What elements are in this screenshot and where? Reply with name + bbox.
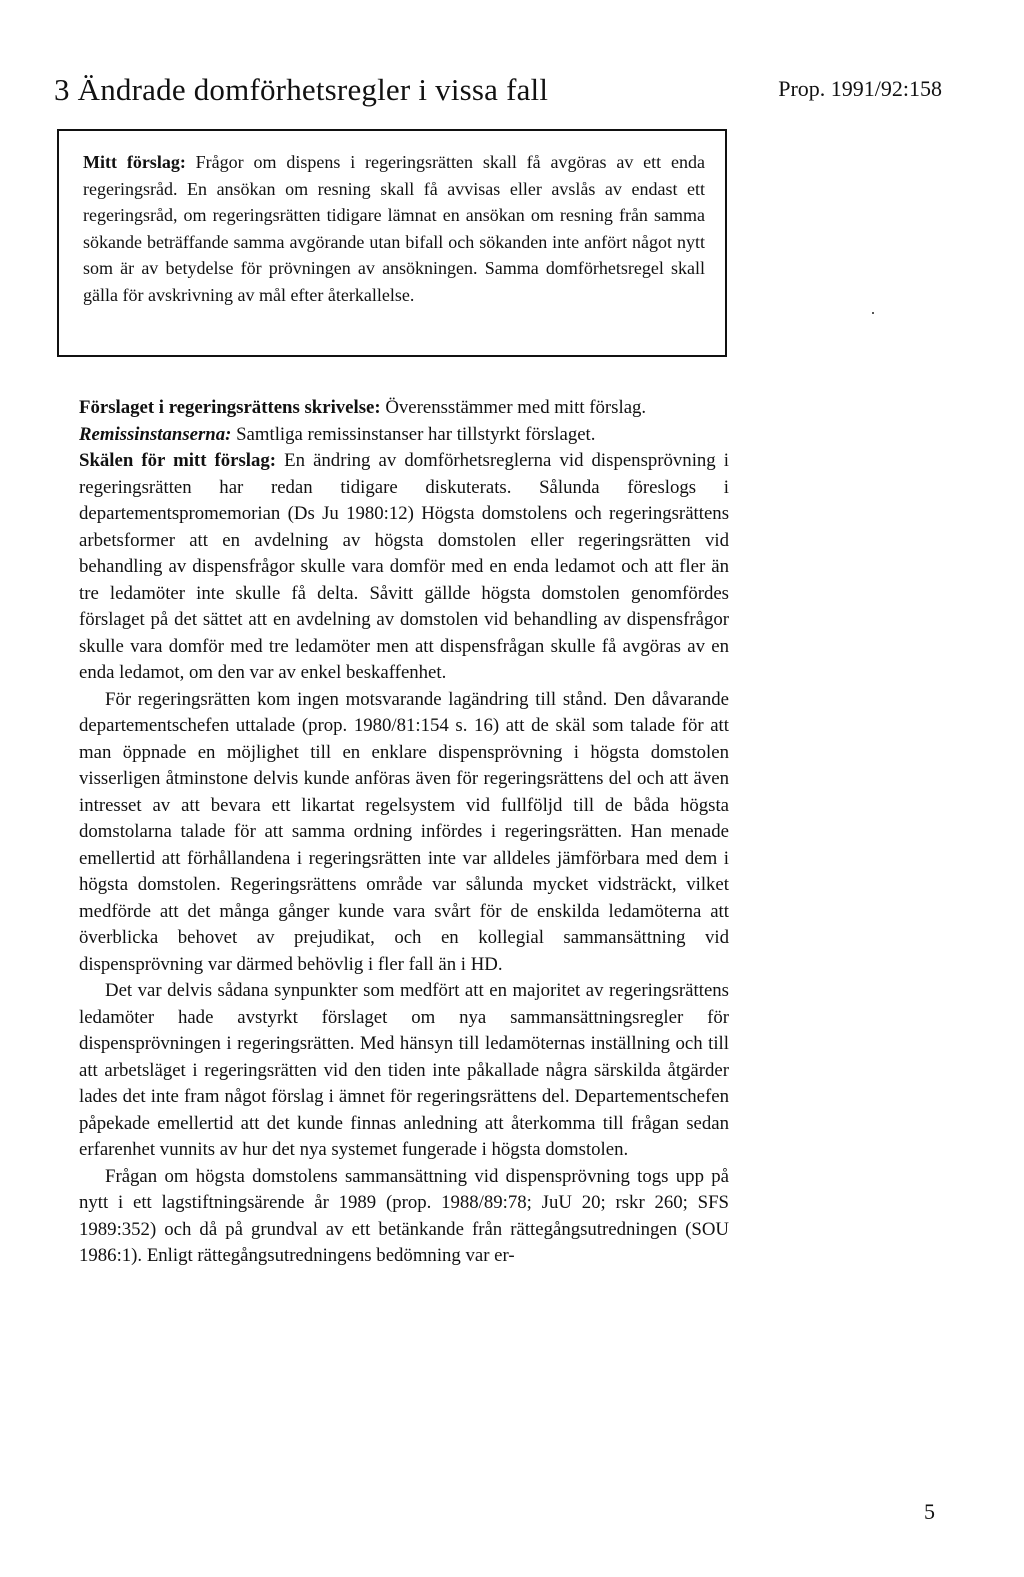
paragraph-remissinstanserna <box>79 422 729 449</box>
paragraph-lead: Skälen för mitt förslag: <box>79 450 277 471</box>
proposal-box <box>57 129 727 357</box>
margin-mark <box>872 312 874 314</box>
proposal-text: Frågor om dispens i regeringsrätten skall få avgöras av ett enda regeringsråd. En ansökan om resning skall få avvisas eller avslås av endast ett regeringsråd, om regeringsrätten tidigare lämnat en ansökan om resning från samma sökande beträffande samma avgörande utan bifall och sökanden inte anfört något nytt som är av betydelse för prövningen av ansökningen. Samma domförhetsregel skall gälla för avskrivning av mål efter återkallelse. <box>83 152 705 305</box>
body-text <box>79 395 729 1270</box>
paragraph-text: Överensstämmer med mitt förslag. <box>380 397 647 418</box>
paragraph-regeringsratten: För regeringsrätten kom ingen motsvarande lagändring till stånd. Den dåvarande departementschefen uttalade (prop. 1980/81:154 s. 16) att de skäl som talade för att man öppnade en möjlighet till en enklare dispensprövning i högsta domstolen visserligen åtminstone delvis kunde anföras även för regeringsrättens del och att även intresset av att bevara ett likartat regelsystem vid fullföljd till de båda högsta domstolarna talade för att samma ordning infördes i regeringsrätten. Han menade emellertid att förhållandena i regeringsrätten inte var alldeles jämförbara med dem i högsta domstolen. Regeringsrättens område var sålunda mycket vidsträckt, vilket medförde att det många gånger kunde vara svårt för de enskilda ledamöterna att överblicka behovet av prejudikat, och en kollegial sammansättning vid dispensprövning var därmed behövlig i fler fall än i HD. <box>79 688 729 975</box>
proposal-paragraph <box>83 149 705 309</box>
paragraph-skrivelse <box>79 395 729 422</box>
paragraph-text: En ändring av domförhetsreglerna vid dispensprövning i regeringsrätten har redan tidigare diskuterats. Sålunda föreslogs i departementspromemorian (Ds Ju 1980:12) Högsta domstolens och regeringsrättens arbetsformer att en avdelning av högsta domstolen eller regeringsrätten vid behandling av dispensfrågor skulle vara domför med en enda ledamot och att fler än tre ledamöter inte skulle få delta. Såvitt gällde högsta domstolen genomfördes förslaget på det sättet att en avdelning av domstolen vid behandling av dispensfrågor skulle vara domför med tre ledamöter men att dispensfrågan skulle få avgöras av en enda ledamot, om den var av enkel beskaffenhet. <box>79 450 729 683</box>
proposal-lead: Mitt förslag: <box>83 152 186 172</box>
chapter-title: 3 Ändrade domförhetsregler i vissa fall <box>54 72 549 107</box>
paragraph-skalen <box>79 448 729 687</box>
paragraph-hogsta-domstolen: Frågan om högsta domstolens sammansättning vid dispensprövning togs upp på nytt i ett lagstiftningsärende år 1989 (prop. 1988/89:78; JuU 20; rskr 260; SFS 1989:352) och då på grundval av ett betänkande från rättegångsutredningen (SOU 1986:1). Enligt rättegångsutredningens bedömning var er- <box>79 1165 729 1266</box>
proposition-reference: Prop. 1991/92:158 <box>778 76 942 101</box>
paragraph-lead: Förslaget i regeringsrättens skrivelse: <box>79 397 381 418</box>
paragraph-text: Samtliga remissinstanser har tillstyrkt förslaget. <box>231 423 596 445</box>
paragraph-synpunkter: Det var delvis sådana synpunkter som medfört att en majoritet av regeringsrättens ledamöter hade avstyrkt förslaget om nya sammansättningsregler för dispensprövningen i regeringsrätten. Med hänsyn till ledamöternas inställning och till att arbetsläget i regeringsrätten vid den tiden inte påkallade några särskilda åtgärder lades det inte fram något förslag i ämnet för regeringsrättens del. Departementschefen påpekade emellertid att det kunde finnas anledning att återkomma till frågan sedan erfarenhet vunnits av hur det nya systemet fungerade i högsta domstolen. <box>79 980 729 1160</box>
page-number: 5 <box>924 1499 935 1524</box>
paragraph-lead: Remissinstanserna: <box>79 423 232 445</box>
